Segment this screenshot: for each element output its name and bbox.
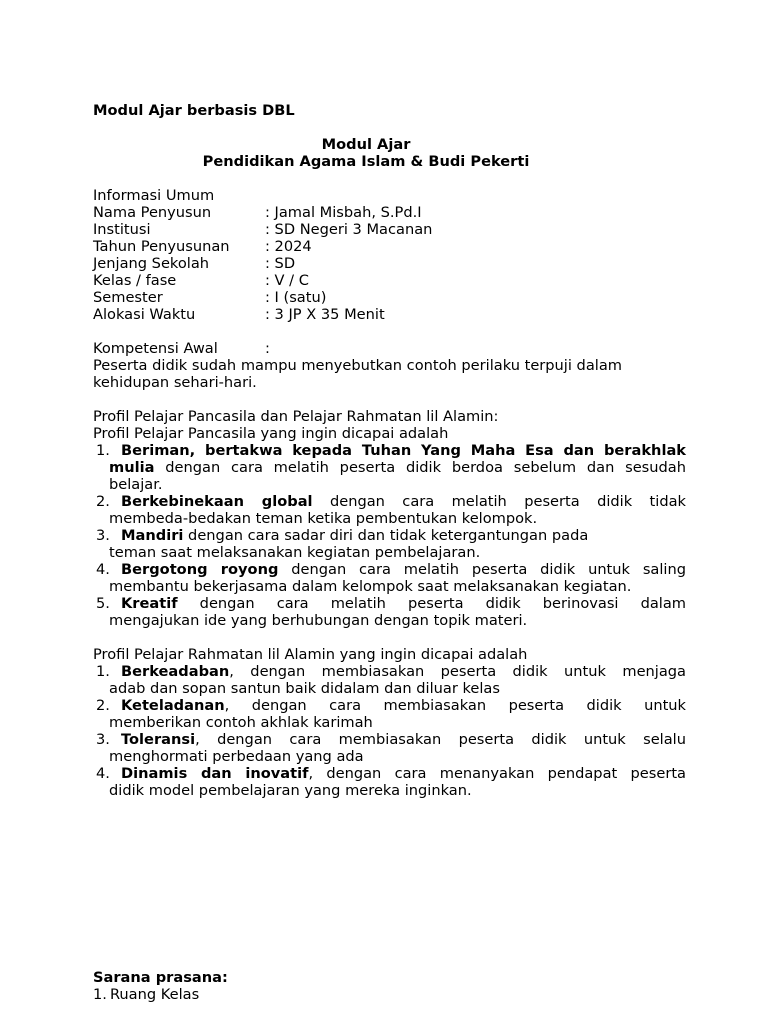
profil-heading: Profil Pelajar Pancasila dan Pelajar Rahmatan lil Alamin:: [93, 408, 499, 425]
info-heading: Informasi Umum: [93, 187, 215, 204]
list-item-continuation: mengajukan ide yang berhubungan dengan topik materi.: [109, 612, 528, 629]
module-title: Modul Ajar: [321, 136, 411, 153]
item-keyword: Toleransi: [121, 731, 196, 748]
item-text: dengan cara melatih peserta didik berinovasi dalam: [177, 595, 686, 612]
item-keyword: Berkebinekaan global: [121, 493, 313, 510]
sarana-item-label: Ruang Kelas: [109, 986, 200, 1003]
list-item-continuation: didik model pembelajaran yang mereka inginkan.: [109, 782, 472, 799]
item-keyword: Keteladanan: [121, 697, 225, 714]
rahmatan-intro: Profil Pelajar Rahmatan lil Alamin yang ingin dicapai adalah: [93, 646, 528, 663]
info-value: : V / C: [265, 272, 309, 289]
kompetensi-text-line: Peserta didik sudah mampu menyebutkan contoh perilaku terpuji dalam: [93, 357, 622, 374]
item-text: , dengan cara membiasakan peserta didik untuk: [224, 697, 686, 714]
list-item-continuation: membeda-bedakan teman ketika pembentukan kelompok.: [109, 510, 538, 527]
list-number: 2.: [96, 697, 110, 714]
list-number: 1.: [96, 442, 110, 459]
info-value: : Jamal Misbah, S.Pd.I: [265, 204, 422, 221]
info-value: : I (satu): [265, 289, 327, 306]
kompetensi-colon: :: [265, 340, 270, 357]
item-text: , dengan membiasakan peserta didik untuk menjaga: [229, 663, 686, 680]
item-text: , dengan cara menanyakan pendapat peserta: [308, 765, 686, 782]
list-item-continuation: menghormati perbedaan yang ada: [109, 748, 364, 765]
list-item-continuation: [109, 459, 686, 476]
info-value: : SD: [265, 255, 296, 272]
list-number: 4.: [96, 561, 110, 578]
list-number: 5.: [96, 595, 110, 612]
document-label: Modul Ajar berbasis DBL: [93, 102, 295, 119]
module-subtitle: Pendidikan Agama Islam & Budi Pekerti: [202, 153, 530, 170]
kompetensi-label: Kompetensi Awal: [93, 340, 218, 357]
item-keyword: Bergotong royong: [121, 561, 279, 578]
item-keyword: Mandiri: [121, 527, 184, 544]
item-keyword: Berkeadaban: [121, 663, 230, 680]
list-number: 2.: [96, 493, 110, 510]
info-value: : 3 JP X 35 Menit: [265, 306, 385, 323]
item-text: dengan cara melatih peserta didik berdoa sebelum dan sesudah: [154, 459, 686, 476]
list-item-continuation: belajar.: [109, 476, 163, 493]
list-item-continuation: membantu bekerjasama dalam kelompok saat melaksanakan kegiatan.: [109, 578, 632, 595]
info-label: Alokasi Waktu: [93, 306, 196, 323]
item-keyword: Kreatif: [121, 595, 178, 612]
item-text: dengan cara sadar diri dan tidak ketergantungan pada: [183, 527, 589, 544]
item-text: dengan cara melatih peserta didik tidak: [312, 493, 686, 510]
item-keyword: Beriman, bertakwa kepada Tuhan Yang Maha Esa dan berakhlak: [121, 442, 686, 459]
info-value: : SD Negeri 3 Macanan: [265, 221, 433, 238]
list-number: 1.: [96, 663, 110, 680]
list-number: 4.: [96, 765, 110, 782]
info-label: Nama Penyusun: [93, 204, 212, 221]
item-text: dengan cara melatih peserta didik untuk saling: [278, 561, 686, 578]
list-item-continuation: teman saat melaksanakan kegiatan pembelajaran.: [109, 544, 481, 561]
info-label: Tahun Penyusunan: [93, 238, 230, 255]
info-label: Kelas / fase: [93, 272, 177, 289]
info-value: : 2024: [265, 238, 312, 255]
list-number: 3.: [96, 731, 110, 748]
sarana-heading: Sarana prasana:: [93, 969, 228, 986]
info-label: Semester: [93, 289, 163, 306]
item-text: , dengan cara membiasakan peserta didik untuk selalu: [195, 731, 686, 748]
list-number: 1.: [93, 986, 107, 1003]
list-item-continuation: adab dan sopan santun baik didalam dan diluar kelas: [109, 680, 500, 697]
sarana-item: [93, 986, 199, 1003]
item-keyword: mulia: [109, 459, 155, 476]
pancasila-intro: Profil Pelajar Pancasila yang ingin dicapai adalah: [93, 425, 449, 442]
list-number: 3.: [96, 527, 110, 544]
list-item-continuation: memberikan contoh akhlak karimah: [109, 714, 373, 731]
info-label: Jenjang Sekolah: [93, 255, 210, 272]
item-keyword: Dinamis dan inovatif: [121, 765, 309, 782]
info-label: Institusi: [93, 221, 151, 238]
kompetensi-text-line: kehidupan sehari-hari.: [93, 374, 257, 391]
